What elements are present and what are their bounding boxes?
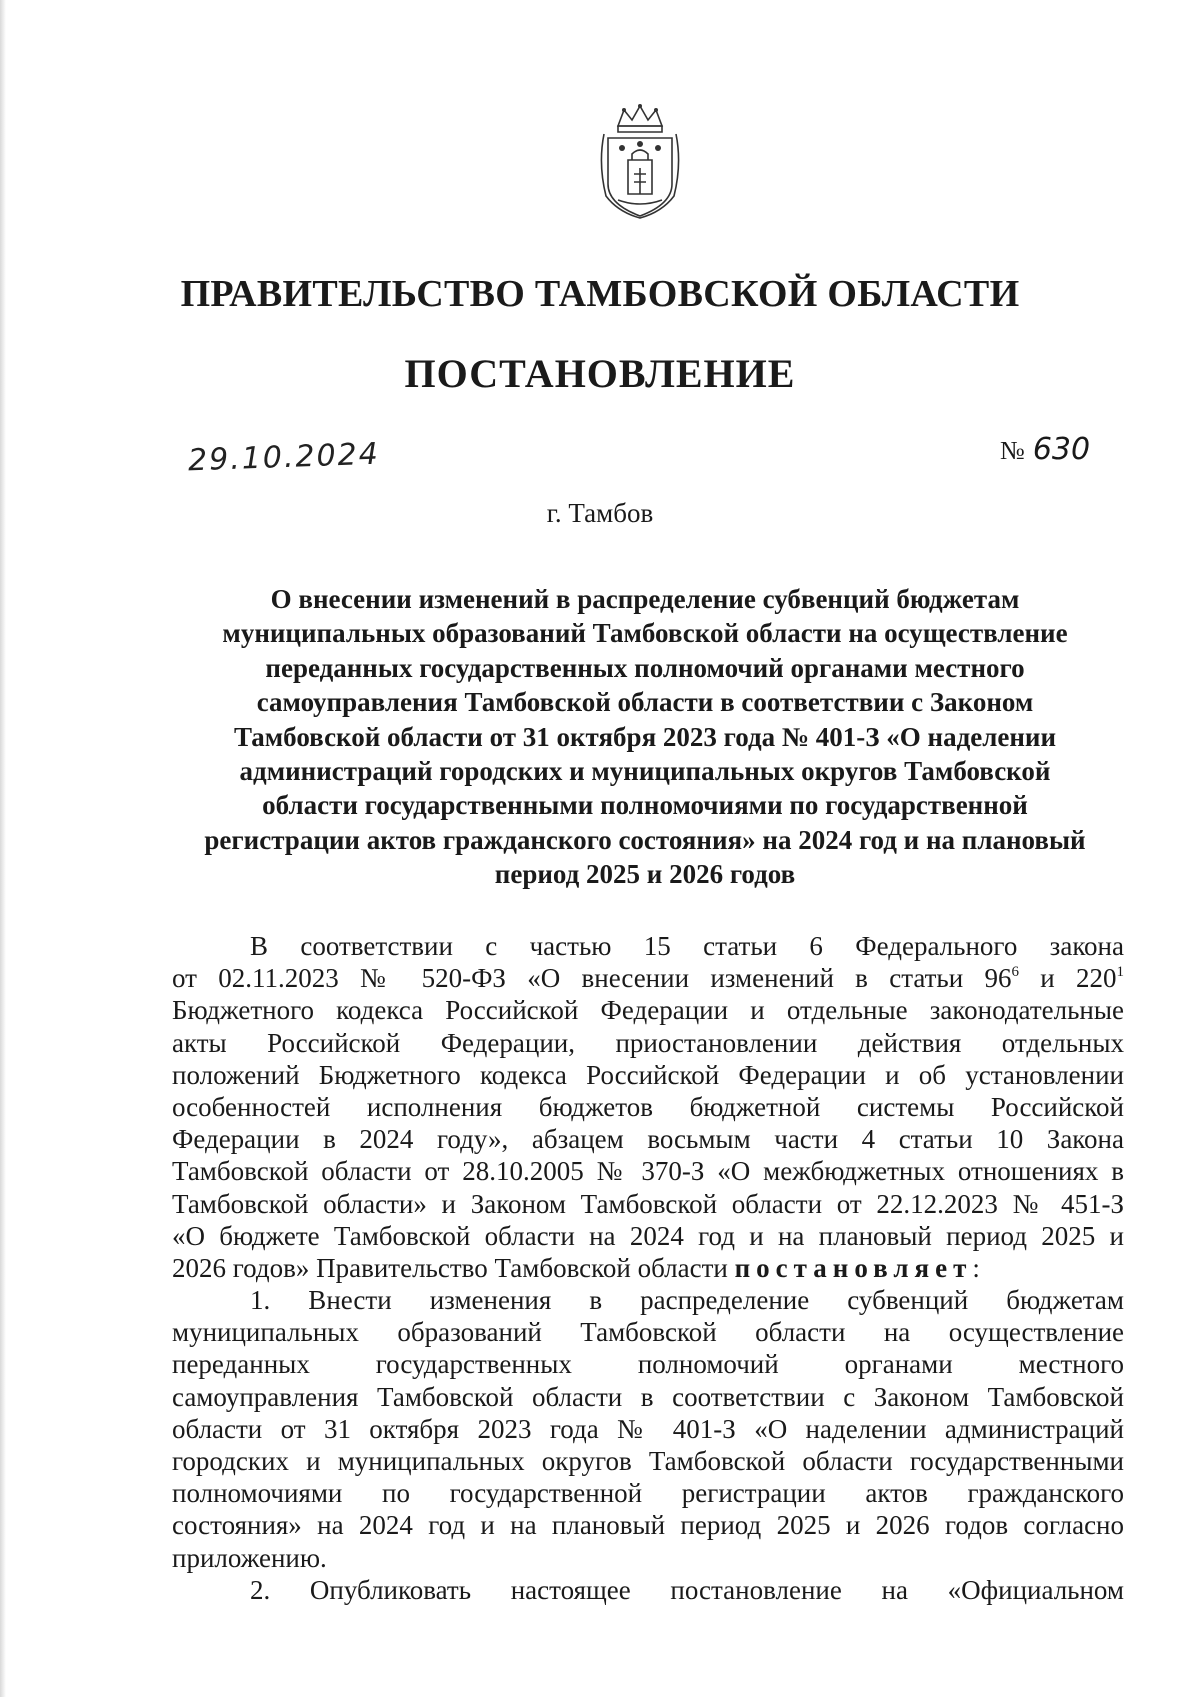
document-title (170, 582, 1120, 892)
item-1-paragraph (172, 1284, 1124, 1574)
body-line: состояния» на 2024 год и на плановый период 2025 и 2026 годов согласно (172, 1510, 1124, 1541)
item-2-paragraph (172, 1574, 1124, 1606)
title-line: самоуправления Тамбовской области в соответствии с Законом (256, 687, 1034, 718)
body-line: Тамбовской области» и Законом Тамбовской области от 22.12.2023 № 451-З (172, 1188, 1124, 1219)
body-line: положений Бюджетного кодекса Российской Федерации и об установлении (172, 1059, 1124, 1090)
document-number (1000, 432, 1090, 467)
tambov-coat-of-arms-icon (588, 104, 692, 220)
title-line: Тамбовской области от 31 октября 2023 года № 401-З «О наделении (233, 721, 1057, 752)
number-label: № (1000, 436, 1025, 465)
body-line: городских и муниципальных округов Тамбовской области государственными (172, 1446, 1124, 1476)
title-line: муниципальных образований Тамбовской области на осуществление (222, 618, 1068, 649)
body-text: 2026 годов» Правительство Тамбовской области (172, 1252, 735, 1283)
body-text: от 02.11.2023 № 520-ФЗ «О внесении изменений в статьи 96 (172, 963, 1012, 994)
body-line: В соответствии с частью 15 статьи 6 Федерального закона (250, 931, 1124, 961)
title-line: период 2025 и 2026 годов (494, 859, 796, 890)
body-line: Федерации в 2024 году», абзацем восьмым части 4 статьи 10 Закона (172, 1124, 1124, 1155)
title-line: регистрации актов гражданского состояния» на 2024 год и на плановый (204, 824, 1086, 855)
body-line: самоуправления Тамбовской области в соответствии с Законом Тамбовской (172, 1381, 1124, 1412)
superscript: 1 (1116, 964, 1124, 981)
title-line: области государственными полномочиями по государственной (262, 790, 1028, 821)
title-line: переданных государственных полномочий органами местного (265, 652, 1025, 683)
body-line: «О бюджете Тамбовской области на 2024 год и на плановый период 2025 и (172, 1220, 1124, 1251)
body-line: полномочиями по государственной регистрации актов гражданского (172, 1478, 1124, 1509)
document-date: 29.10.2024 (187, 436, 381, 479)
preamble-paragraph (172, 930, 1124, 1284)
scan-edge (0, 0, 6, 1697)
body-line: особенностей исполнения бюджетов бюджетной системы Российской (172, 1091, 1124, 1122)
body-line: акты Российской Федерации, приостановлении действия отдельных (172, 1027, 1124, 1058)
body-text: и 220 (1018, 963, 1117, 994)
body-line: области от 31 октября 2023 года № 401-З «О наделении администраций (172, 1413, 1124, 1444)
body-line: Тамбовской области от 28.10.2005 № 370-З «О межбюджетных отношениях в (172, 1156, 1124, 1187)
city: г. Тамбов (546, 498, 654, 528)
superscript: 6 (1011, 964, 1019, 981)
document-type: ПОСТАНОВЛЕНИЕ (404, 351, 796, 396)
body-line (172, 962, 1124, 994)
resolves-keyword: постановляет (734, 1252, 973, 1283)
government-title: ПРАВИТЕЛЬСТВО ТАМБОВСКОЙ ОБЛАСТИ (180, 273, 1020, 315)
title-line: О внесении изменений в распределение субвенций бюджетам (270, 584, 1020, 614)
document-body (172, 930, 1124, 1606)
number-value: 630 (1032, 432, 1091, 467)
body-line: муниципальных образований Тамбовской области на осуществление (172, 1317, 1124, 1348)
body-line: 2. Опубликовать настоящее постановление на «Официальном (250, 1574, 1124, 1605)
body-line: переданных государственных полномочий органами местного (172, 1349, 1124, 1380)
body-line: Бюджетного кодекса Российской Федерации и отдельные законодательные (172, 995, 1124, 1026)
title-line: администраций городских и муниципальных округов Тамбовской (239, 756, 1051, 787)
body-line: 1. Внести изменения в распределение субвенций бюджетам (250, 1285, 1124, 1316)
body-line: приложению. (172, 1542, 327, 1573)
body-text: : (972, 1252, 980, 1283)
body-line (172, 1252, 1124, 1284)
